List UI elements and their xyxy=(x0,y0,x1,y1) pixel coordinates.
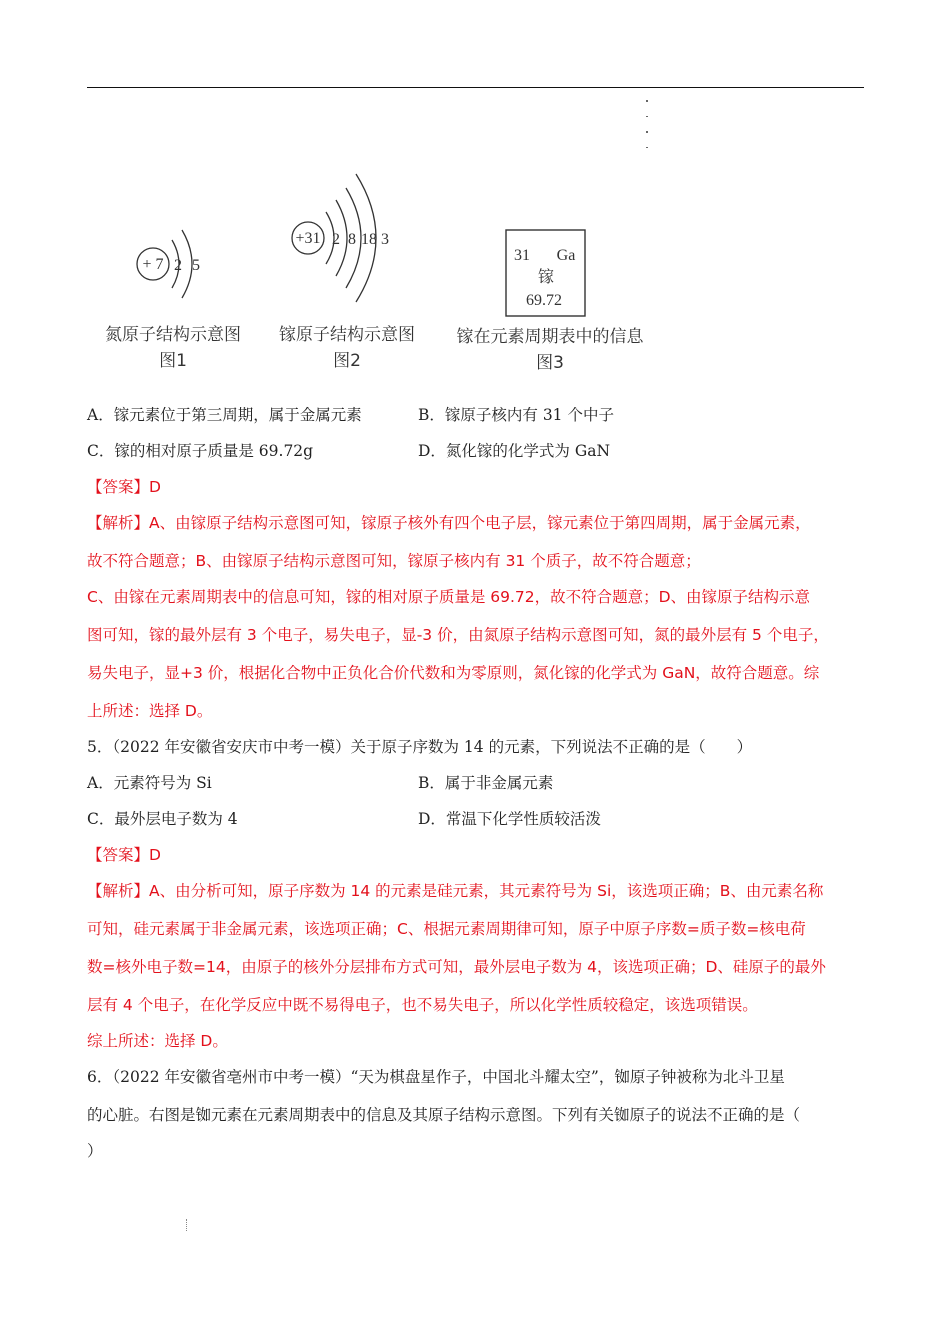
q5-analysis-line: 数=核外电子数=14，由原子的核外分层排布方式可知，最外层电子数为 4，该选项正确；D、硅原子的最外 xyxy=(87,958,826,976)
ga-atomic-number: 31 xyxy=(514,247,530,264)
atom-structure-figure xyxy=(90,160,690,375)
ga-atomic-mass: 69.72 xyxy=(526,292,562,309)
q6-stem-line: ） xyxy=(87,1142,103,1160)
q5-analysis-line: 可知，硅元素属于非金属元素，该选项正确；C、根据元素周期律可知，原子中原子序数=质子数=核电荷 xyxy=(87,920,806,938)
q5-stem: 5．（2022 年安徽省安庆市中考一模）关于原子序数为 14 的元素，下列说法不正确的是（ ） xyxy=(87,738,753,756)
ga-shell-4: 3 xyxy=(381,231,389,248)
q4-analysis-line: 【解析】A、由镓原子结构示意图可知，镓原子核外有四个电子层，镓元素位于第四周期，属于金属元素， xyxy=(87,514,811,532)
gallium-atom-diagram xyxy=(292,174,389,302)
q4-option-b: B．镓原子核内有 31 个中子 xyxy=(418,406,614,424)
q4-option-c: C．镓的相对原子质量是 69.72g xyxy=(87,442,314,460)
q4-answer: 【答案】D xyxy=(87,478,161,496)
caption-n-atom: 氮原子结构示意图 xyxy=(105,325,241,345)
q4-analysis-line: 图可知，镓的最外层有 3 个电子，易失电子，显-3 价，由氮原子结构示意图可知，氮的最外层有 5 个电子， xyxy=(87,626,829,644)
header-rule xyxy=(87,87,864,88)
n-nucleus-label: + 7 xyxy=(142,256,164,273)
q5-option-d: D．常温下化学性质较活泼 xyxy=(418,810,601,828)
q5-analysis-line: 【解析】A、由分析可知，原子序数为 14 的元素是硅元素，其元素符号为 Si，该选项正确；B、由元素名称 xyxy=(87,882,824,900)
q4-analysis-line: 易失电子，显+3 价，根据化合物中正负化合价代数和为零原则，氮化镓的化学式为 GaN，故符合题意。综 xyxy=(87,664,820,682)
q5-option-b: B．属于非金属元素 xyxy=(418,774,554,792)
caption-ga-atom: 镓原子结构示意图 xyxy=(279,325,415,345)
ga-nucleus-label: +31 xyxy=(295,230,321,247)
q4-analysis-line: C、由镓在元素周期表中的信息可知，镓的相对原子质量是 69.72，故不符合题意；D、由镓原子结构示意 xyxy=(87,588,811,606)
q4-analysis-line: 上所述：选择 D。 xyxy=(87,702,213,720)
caption-fig2: 图2 xyxy=(333,351,361,371)
q4-option-a: A．镓元素位于第三周期，属于金属元素 xyxy=(87,406,362,424)
margin-mark xyxy=(186,1219,188,1231)
q5-answer: 【答案】D xyxy=(87,846,161,864)
q6-stem-line: 6．（2022 年安徽省亳州市中考一模）“天为棋盘星作子，中国北斗耀太空”，铷原子钟被称为北斗卫星 xyxy=(87,1068,785,1086)
q6-stem-line: 的心脏。右图是铷元素在元素周期表中的信息及其原子结构示意图。下列有关铷原子的说法不正确的是（ xyxy=(87,1106,801,1124)
margin-dots xyxy=(646,100,648,162)
ga-shell-2: 8 xyxy=(348,231,356,248)
ga-shell-3: 18 xyxy=(361,231,377,248)
q5-analysis-line: 层有 4 个电子，在化学反应中既不易得电子，也不易失电子，所以化学性质较稳定，该选项错误。 xyxy=(87,996,758,1014)
gallium-periodic-cell xyxy=(506,230,585,316)
q4-option-d: D．氮化镓的化学式为 GaN xyxy=(418,442,611,460)
caption-fig3: 图3 xyxy=(536,353,564,373)
q4-analysis-line: 故不符合题意；B、由镓原子结构示意图可知，镓原子核内有 31 个质子，故不符合题意； xyxy=(87,552,701,570)
ga-name: 镓 xyxy=(537,267,555,286)
nitrogen-atom-diagram xyxy=(137,230,200,298)
q5-option-c: C．最外层电子数为 4 xyxy=(87,810,238,828)
caption-fig1: 图1 xyxy=(159,351,187,371)
q5-option-a: A．元素符号为 Si xyxy=(87,774,212,792)
ga-symbol: Ga xyxy=(556,247,576,264)
n-shell-1: 2 xyxy=(174,257,182,274)
n-shell-2: 5 xyxy=(192,257,200,274)
caption-ga-cell: 镓在元素周期表中的信息 xyxy=(456,327,644,347)
ga-shell-1: 2 xyxy=(332,231,340,248)
q5-analysis-line: 综上所述：选择 D。 xyxy=(87,1032,228,1050)
